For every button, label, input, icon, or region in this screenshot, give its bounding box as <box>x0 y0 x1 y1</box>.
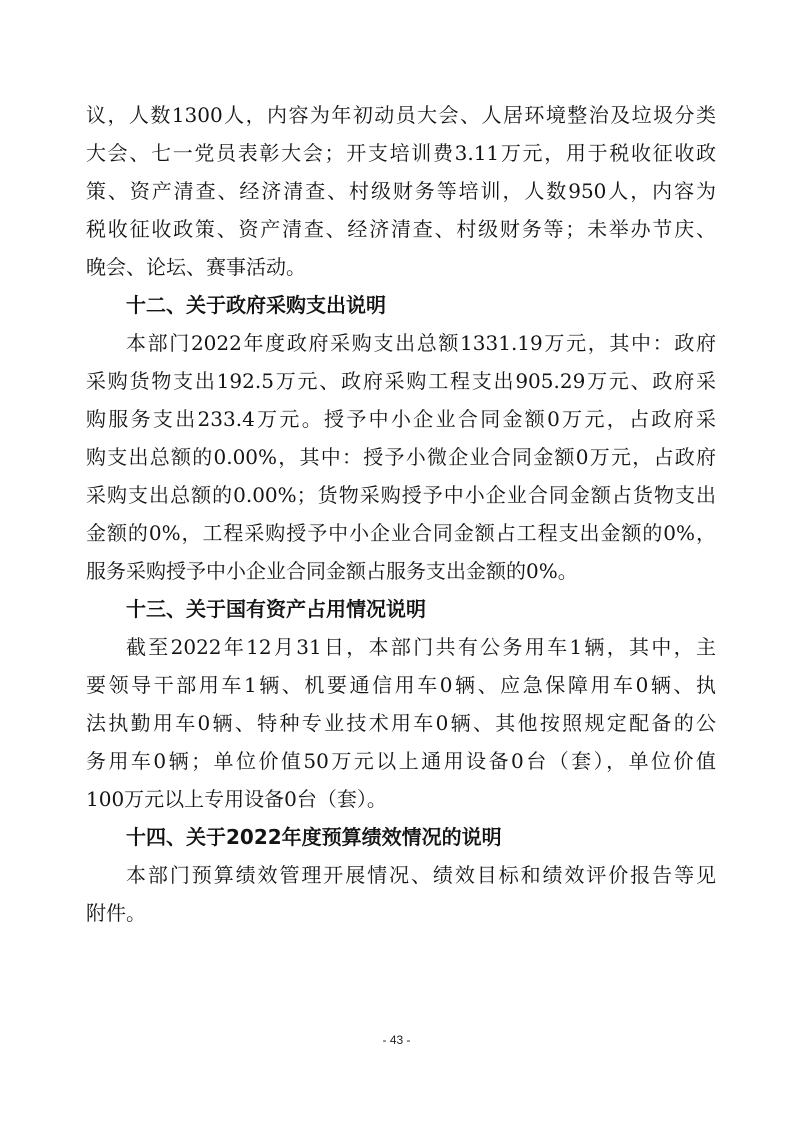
paragraph-training-expenses <box>86 96 716 286</box>
text-line: 议，人数1300人，内容为年初动员大会、人居环境整治及垃圾分类 <box>86 103 716 127</box>
text-line: 截至2022年12月31日，本部门共有公务用车1辆，其中，主 <box>126 635 716 659</box>
text-line: 税收征收政策、资产清查、经济清查、村级财务等；未举办节庆、 <box>86 217 716 241</box>
text-line: 购服务支出233.4万元。授予中小企业合同金额0万元，占政府采 <box>86 407 716 431</box>
text-line: 要领导干部用车1辆、机要通信用车0辆、应急保障用车0辆、执 <box>86 673 716 697</box>
paragraph-state-assets <box>86 628 716 818</box>
section-heading-procurement: 十二、关于政府采购支出说明 <box>126 293 386 317</box>
text-line: 采购支出总额的0.00%；货物采购授予中小企业合同金额占货物支出 <box>86 483 716 507</box>
text-line: 附件。 <box>86 901 146 925</box>
text-line: 金额的0%，工程采购授予中小企业合同金额占工程支出金额的0%， <box>86 521 716 545</box>
text-line: 策、资产清查、经济清查、村级财务等培训，人数950人，内容为 <box>86 179 716 203</box>
text-line: 采购货物支出192.5万元、政府采购工程支出905.29万元、政府采 <box>86 369 716 393</box>
section-heading-state-assets: 十三、关于国有资产占用情况说明 <box>126 597 426 621</box>
text-line: 本部门2022年度政府采购支出总额1331.19万元，其中：政府 <box>126 331 716 355</box>
text-line: 服务采购授予中小企业合同金额占服务支出金额的0%。 <box>86 559 578 583</box>
text-line: 大会、七一党员表彰大会；开支培训费3.11万元，用于税收征收政 <box>86 141 716 165</box>
text-line: 法执勤用车0辆、特种专业技术用车0辆、其他按照规定配备的公 <box>86 711 716 735</box>
paragraph-performance <box>86 856 716 932</box>
document-body <box>86 96 716 932</box>
text-line: 购支出总额的0.00%，其中：授予小微企业合同金额0万元，占政府 <box>86 445 716 469</box>
section-heading-performance: 十四、关于2022年度预算绩效情况的说明 <box>126 825 502 849</box>
text-line: 晚会、论坛、赛事活动。 <box>86 255 306 279</box>
paragraph-procurement <box>86 324 716 590</box>
text-line: 务用车0辆；单位价值50万元以上通用设备0台（套），单位价值 <box>86 749 716 773</box>
page-number: - 43 - <box>382 1033 411 1047</box>
text-line: 本部门预算绩效管理开展情况、绩效目标和绩效评价报告等见 <box>126 863 716 887</box>
text-line: 100万元以上专用设备0台（套）。 <box>86 787 387 811</box>
